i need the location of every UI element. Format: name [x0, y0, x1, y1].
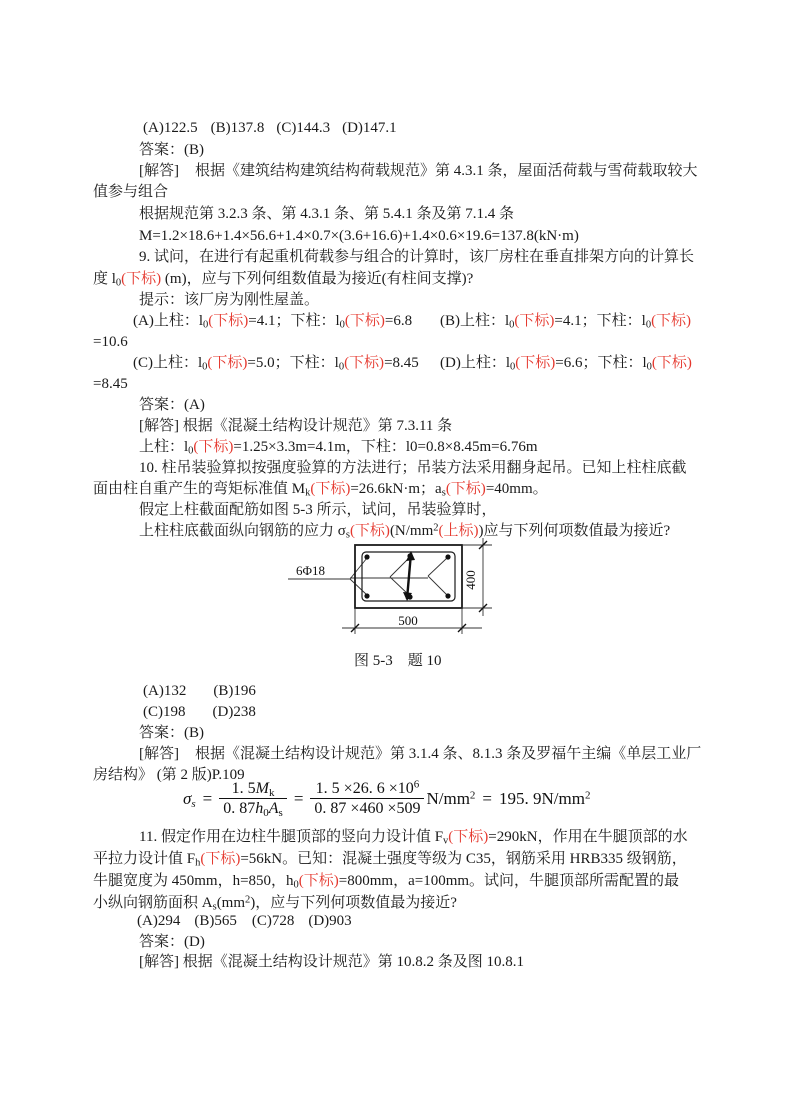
height-dimension [462, 538, 492, 616]
q9-explain-1: [解答] 根据《混凝土结构设计规范》第 7.3.11 条 [139, 418, 453, 434]
q8-explain-2: 值参与组合 [93, 184, 169, 200]
q9-explain-2: 上柱：$l_0$(下标)=1.25×3.3m=4.1m，下柱：l0=0.8×8.45m=6.76m [139, 439, 538, 457]
q10-stem-1: 10. 柱吊装验算拟按强度验算的方法进行；吊装方法采用翻身起吊。已知上柱柱底截 [139, 460, 687, 476]
width-dim-label: 500 [398, 613, 418, 628]
equals-sign: = [293, 788, 304, 808]
diagonal-arrow [403, 551, 415, 601]
q11-stem-1: 11. 假定作用在边柱牛腿顶部的竖向力设计值 $F_v$(下标)=290kN，作用在牛腿顶部的水 [139, 829, 688, 847]
q10-answer: 答案：(B) [139, 725, 204, 741]
equals-sign: = [202, 788, 213, 808]
q10-stem-4: 上柱柱底截面纵向钢筋的应力 $\sigma_s$(下标)($N/mm^2$(上标))应与下列何项数值最为接近? [139, 522, 671, 541]
q11-option-row: (A)294 (B)565 (C)728 (D)903 [137, 913, 352, 929]
formula-unit: $N/mm^2$ [426, 788, 476, 808]
q8-explain-1: [解答] 根据《建筑结构建筑结构荷载规范》第 4.3.1 条，屋面活荷载与雪荷载取较大 [139, 163, 698, 179]
q10-explain-1: [解答] 根据《混凝土结构设计规范》第 3.1.4 条、8.1.3 条及罗福午主编《单层工业厂 [139, 746, 702, 762]
width-dimension [342, 608, 482, 634]
q10-stem-2: 面由柱自重产生的弯矩标准值 $M_k$(下标)=26.6kN·m；$a_s$(下标)=40mm。 [93, 481, 548, 499]
figure-5-3-section [280, 538, 510, 642]
q8-explain-3: 根据规范第 3.2.3 条、第 4.3.1 条、第 5.4.1 条及第 7.1.4 条 [139, 206, 515, 222]
q11-answer: 答案：(D) [139, 934, 205, 950]
q11-stem-3: 牛腿宽度为 450mm，h=850，$h_0$(下标)=800mm，a=100mm。试问，牛腿顶部所需配置的最 [93, 873, 680, 891]
q9-option-c: (C)上柱：$l_0$(下标)=5.0；下柱：$l_0$(下标)=8.45 [133, 355, 419, 373]
rebar-label: 6Φ18 [296, 563, 326, 578]
q9-stem-2: 度 $l_0$(下标) (m)，应与下列何组数值最为接近(有柱间支撑)? [93, 271, 474, 289]
q8-answer: 答案：(B) [139, 142, 204, 158]
q8-option-row: (A)122.5 (B)137.8 (C)144.3 (D)147.1 [143, 120, 397, 136]
q9-option-d-cont: =8.45 [93, 376, 128, 392]
formula-fraction-numeric: $\frac{1. 5 \times 26. 6 \times 10^6}{0. 87 \times 460 \times 509}$ [310, 779, 424, 818]
q9-hint: 提示：该厂房为刚性屋盖。 [139, 292, 320, 308]
equals-sign: = [482, 788, 493, 808]
q11-stem-4: 小纵向钢筋面积 $A_s(mm^2)$，应与下列何项数值最为接近? [93, 894, 457, 913]
formula-result: 195. $9N/mm^2$ [499, 788, 591, 808]
q11-explain: [解答] 根据《混凝土结构设计规范》第 10.8.2 条及图 10.8.1 [139, 954, 524, 970]
formula-fraction-symbolic: $\frac{1. 5M_k}{0. 87h_0A_s}$ [219, 779, 287, 818]
q9-option-a: (A)上柱：$l_0$(下标)=4.1；下柱：$l_0$(下标)=6.8 [133, 313, 413, 331]
q9-option-b-cont: =10.6 [93, 334, 128, 350]
figure-caption: 图 5-3 题 10 [354, 653, 442, 669]
q10-options-2: (C)198 (D)238 [143, 704, 256, 720]
stress-formula [183, 779, 590, 818]
q10-explain-2: 房结构》 (第 2 版)P.109 [93, 767, 245, 783]
q8-calculation: M=1.2×18.6+1.4×56.6+1.4×0.7×(3.6+16.6)+1.4×0.6×19.6=137.8(kN·m) [139, 228, 579, 244]
q9-option-d: (D)上柱：$l_0$(下标)=6.6；下柱：$l_0$(下标) [440, 355, 692, 373]
formula-lhs: $\sigma_s$ [183, 788, 196, 810]
q9-option-b: (B)上柱：$l_0$(下标)=4.1；下柱：$l_0$(下标) [440, 313, 692, 331]
height-dim-label: 400 [463, 570, 478, 590]
q10-stem-3: 假定上柱截面配筋如图 5-3 所示，试问，吊装验算时， [139, 502, 497, 518]
q9-answer: 答案：(A) [139, 397, 205, 413]
q9-stem-1: 9. 试问，在进行有起重机荷载参与组合的计算时，该厂房柱在垂直排架方向的计算长 [139, 249, 695, 265]
q10-options-1: (A)132 (B)196 [143, 683, 256, 699]
q11-stem-2: 平拉力设计值 $F_h$(下标)=56kN。已知：混凝土强度等级为 C35，钢筋采用 HRB335 级钢筋， [93, 851, 687, 869]
